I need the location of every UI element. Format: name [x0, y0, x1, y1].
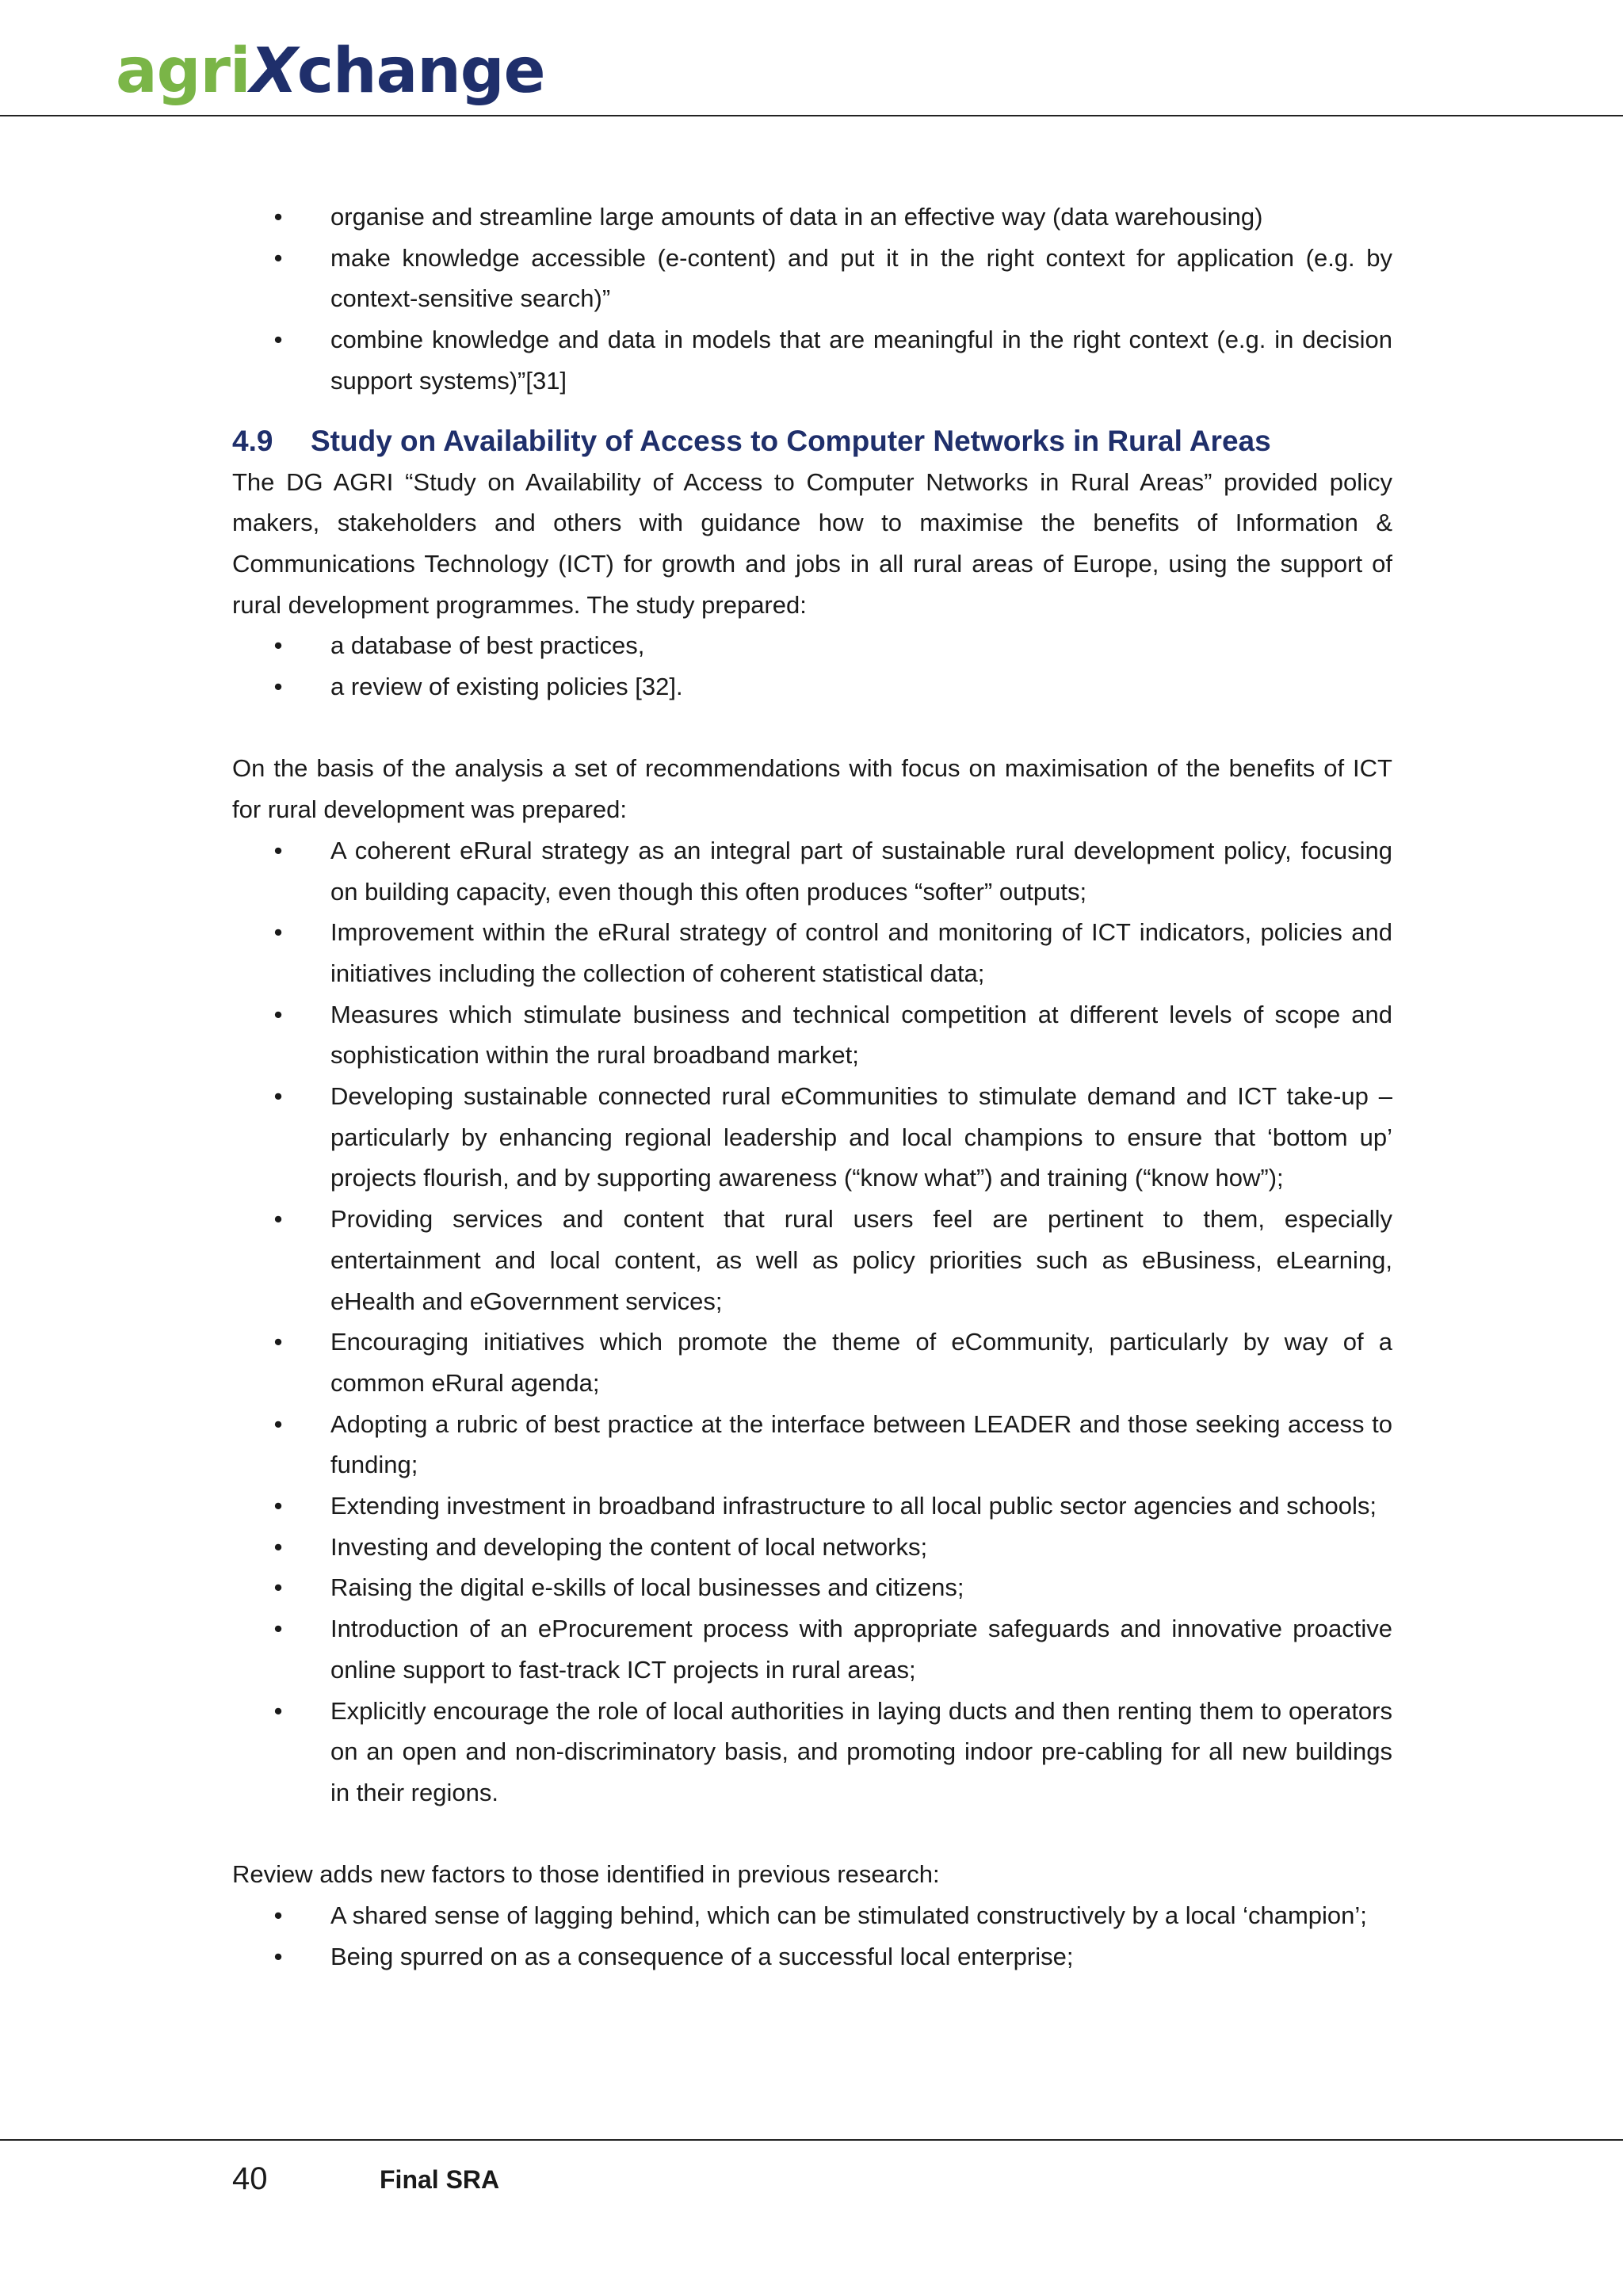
list-item [273, 1486, 1392, 1527]
list-item-text: Introduction of an eProcurement process with appropriate safeguards and innovative proactive online support to fast-track ICT projects in rural areas; [330, 1615, 1392, 1684]
section-heading [232, 421, 1392, 462]
factors-list [232, 1895, 1392, 1977]
paragraph-analysis: On the basis of the analysis a set of recommendations with focus on maximisation of the benefits of ICT for rural development was prepared: [232, 754, 1392, 824]
bullet-icon: • [273, 631, 283, 660]
list-item [273, 1404, 1392, 1486]
list-item [273, 319, 1392, 401]
list-item-text: Investing and developing the content of local networks; [330, 1532, 928, 1561]
page-number: 40 [232, 2161, 268, 2196]
bullet-icon: • [273, 1696, 283, 1725]
list-item [273, 1527, 1392, 1568]
logo-text-x: X [250, 36, 297, 107]
spacer [232, 1814, 1392, 1855]
list-item [273, 1608, 1392, 1690]
bullet-icon: • [273, 1328, 283, 1356]
bullet-icon: • [273, 1901, 283, 1930]
bullet-icon: • [273, 1082, 283, 1111]
list-item-text: Extending investment in broadband infrastructure to all local public sector agencies and schools; [330, 1492, 1377, 1520]
list-item-text: a review of existing policies [32]. [330, 673, 683, 701]
list-item [273, 1567, 1392, 1608]
footer-divider [0, 2139, 1623, 2141]
list-item [273, 1691, 1392, 1814]
list-item [273, 994, 1392, 1076]
list-item [273, 912, 1392, 994]
logo-text-change: change [296, 36, 545, 107]
list-item [273, 830, 1392, 912]
paragraph-review: Review adds new factors to those identified in previous research: [232, 1860, 940, 1889]
logo-text-agri: agri [116, 36, 250, 107]
list-item [273, 238, 1392, 319]
page-content [232, 196, 1392, 1978]
bullet-icon: • [273, 673, 283, 701]
list-item-text: Encouraging initiatives which promote the theme of eCommunity, particularly by way of a common eRural agenda; [330, 1328, 1392, 1397]
list-item-text: A shared sense of lagging behind, which can be stimulated constructively by a local ‘champion’; [330, 1901, 1367, 1930]
list-item-text: organise and streamline large amounts of data in an effective way (data warehousing) [330, 203, 1263, 231]
bullet-icon: • [273, 1000, 283, 1028]
list-item-text: Being spurred on as a consequence of a successful local enterprise; [330, 1942, 1074, 1970]
list-item-text: A coherent eRural strategy as an integral part of sustainable rural development policy, focusing on building capacity, even though this often produces “softer” outputs; [330, 836, 1392, 906]
list-item [273, 1936, 1392, 1978]
agrixchange-logo [116, 30, 544, 113]
bullet-icon: • [273, 326, 283, 354]
bullet-icon: • [273, 836, 283, 864]
list-item [273, 1895, 1392, 1936]
list-item [273, 196, 1392, 238]
study-items-list [232, 625, 1392, 707]
section-number: 4.9 [232, 424, 273, 457]
list-item-text: Explicitly encourage the role of local authorities in laying ducts and then renting them to operators on an open and non-discriminatory basis, and promoting indoor pre-cabling for all new buildings in their regions. [330, 1696, 1392, 1806]
bullet-icon: • [273, 1532, 283, 1561]
list-item [273, 1076, 1392, 1199]
header-divider [0, 115, 1623, 116]
spacer [232, 707, 1392, 749]
bullet-icon: • [273, 918, 283, 947]
bullet-icon: • [273, 1492, 283, 1520]
list-item [273, 1199, 1392, 1322]
list-item [273, 666, 1392, 707]
bullet-icon: • [273, 1409, 283, 1438]
list-item-text: Raising the digital e-skills of local businesses and citizens; [330, 1573, 964, 1602]
list-item-text: Improvement within the eRural strategy of control and monitoring of ICT indicators, policies and initiatives including the collection of coherent statistical data; [330, 918, 1392, 987]
bullet-icon: • [273, 1573, 283, 1602]
list-item-text: Measures which stimulate business and technical competition at different levels of scope and sophistication within the rural broadband market; [330, 1000, 1392, 1070]
bullet-icon: • [273, 1205, 283, 1234]
list-item-text: Developing sustainable connected rural eCommunities to stimulate demand and ICT take-up – particularly by enhancing regional leadership and local champions to ensure that ‘bottom up’ projects flourish, and by supporting awareness (“know what”) and training (“know how”); [330, 1082, 1392, 1192]
list-item [273, 625, 1392, 666]
recommendations-list [232, 830, 1392, 1814]
list-item-text: make knowledge accessible (e-content) and put it in the right context for application (e.g. by context-sensitive search)” [330, 243, 1392, 313]
paragraph-intro: The DG AGRI “Study on Availability of Access to Computer Networks in Rural Areas” provided policy makers, stakeholders and others with guidance how to maximise the benefits of Information & Communications Technology (ICT) for growth and jobs in all rural areas of Europe, using the support of rural development programmes. The study prepared: [232, 467, 1392, 619]
bullet-icon: • [273, 1942, 283, 1970]
list-item-text: Adopting a rubric of best practice at the interface between LEADER and those seeking access to funding; [330, 1409, 1392, 1479]
list-item-text: Providing services and content that rural users feel are pertinent to them, especially entertainment and local content, as well as policy priorities such as eBusiness, eLearning, eHealth and eGovernment services; [330, 1205, 1392, 1315]
intro-bullet-list [232, 196, 1392, 402]
section-title: Study on Availability of Access to Computer Networks in Rural Areas [311, 424, 1271, 457]
list-item [273, 1322, 1392, 1403]
bullet-icon: • [273, 203, 283, 231]
bullet-icon: • [273, 243, 283, 272]
footer-document-title: Final SRA [380, 2165, 500, 2194]
list-item-text: a database of best practices, [330, 631, 645, 660]
bullet-icon: • [273, 1615, 283, 1643]
list-item-text: combine knowledge and data in models that are meaningful in the right context (e.g. in decision support systems)”[31] [330, 326, 1392, 395]
